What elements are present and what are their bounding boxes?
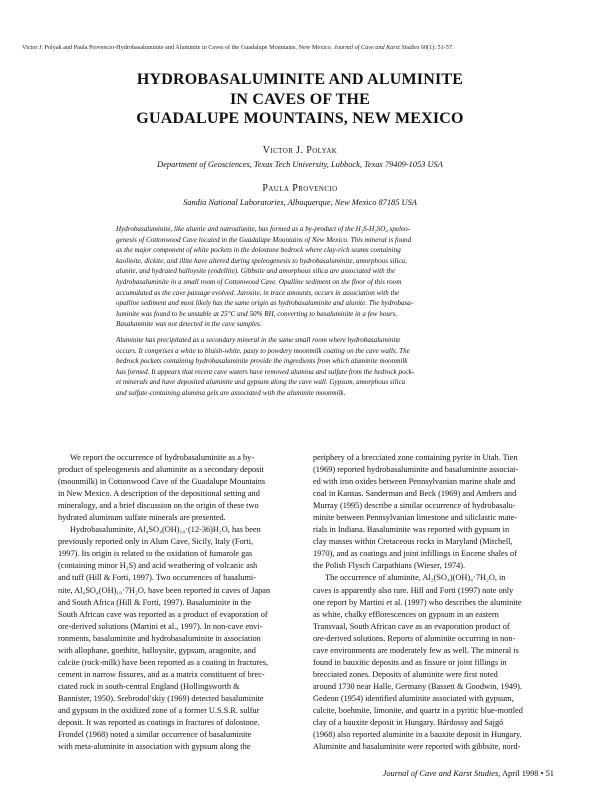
body-line: (moonmilk) in Cottonwood Cave of the Guadalupe Mountains	[58, 477, 266, 487]
abstract-line: alunite, and hydrated halloysite (endellite). Gibbsite and amorphous silica are associated with the	[116, 267, 396, 276]
body-line: (1968) also reported aluminite in a bauxite deposit in Hungary.	[313, 730, 522, 740]
body-line: caves is apparently also rare. Hill and Forti (1997) note only	[313, 585, 514, 595]
paper-title	[40, 70, 560, 129]
body-column-right	[313, 452, 559, 753]
body-line: product of speleogenesis and aluminite as a secondary deposit	[58, 465, 264, 475]
author-affiliation: Department of Geosciences, Texas Tech University, Lubbock, Texas 79409-1053 USA	[157, 160, 443, 169]
abstract-line: accumulated as the cave passage evolved. Jarosite, in trace amounts, occurs in association with the	[116, 288, 400, 297]
body-line: as white, chalky efflorescences on gypsum in an eastern	[313, 609, 499, 619]
author-name: Victor J. Polyak	[262, 145, 338, 156]
body-line: the Polish Flysch Carpathians (Wieser, 1974).	[313, 561, 466, 571]
body-line: (containing minor H₂S) and acid weathering of volcanic ash	[58, 561, 258, 571]
body-line: calcite (rock-milk) have been reported as a coating in fractures,	[58, 657, 269, 667]
abstract-line: et minerals and have deposited aluminite and gypsum along the cave wall. Gypsum, amorphous silica	[116, 378, 406, 387]
body-line: Frondel (1968) noted a similar occurrence of basaluminite	[58, 730, 252, 740]
body-line: deposit. It was reported as coatings in fractures of dolostone.	[58, 718, 260, 728]
body-line: ronments, basaluminite and hydrobasaluminite in association	[58, 633, 261, 643]
body-line: cave environments are moderately few as well. The mineral is	[313, 645, 519, 655]
abstract-line: and sulfate-containing alumina gels are associated with the aluminite moonmilk.	[116, 388, 346, 397]
body-line: around 1730 near Halle, Germany (Bassett & Goodwin, 1949).	[313, 681, 522, 691]
body-line: nite, Al₄SO₄(OH)₁₀·7H₂O, have been reported in caves of Japan	[58, 585, 271, 595]
body-line: periphery of a brecciated zone containing pyrite in Utah. Tien	[313, 453, 518, 462]
body-line: hydrated aluminum sulfate minerals are presented.	[58, 513, 226, 523]
body-line: and tuff (Hill & Forti, 1997). Two occurrences of basalumi-	[58, 573, 256, 583]
header-journal: Journal of Cave and Karst Studies	[333, 44, 420, 51]
body-line: We report the occurrence of hydrobasaluminite as a by-	[70, 453, 255, 462]
abstract-line: opalline sediment and most likely has the same origin as hydrobasaluminite and alunite. The hydrobasa-	[116, 299, 414, 308]
title-line: GUADALUPE MOUNTAINS, NEW MEXICO	[136, 110, 464, 127]
abstract-line: as the major component of white pockets in the dolostone bedrock where clay-rich seams containing	[116, 246, 401, 255]
abstract-line: genesis of Cottonwood Cave located in the Guadalupe Mountains of New Mexico. This mineral is found	[116, 235, 412, 244]
running-header	[22, 44, 582, 51]
body-line: Aluminite and basaluminite were reported with gibbsite, nord-	[313, 742, 521, 752]
body-line: previously reported only in Alum Cave, Sicily, Italy (Forti,	[58, 537, 254, 547]
body-line: ore-derived solutions (Martini et al., 1997). In non-cave envi-	[58, 621, 263, 631]
body-line: (1969) reported hydrobasaluminite and basaluminite associat-	[313, 465, 519, 475]
abstract-line: Basaluminite was not detected in the cave samples.	[116, 320, 262, 329]
body-line: calcite, boehmite, limonite, and quartz in a pyritic blue-mottled	[313, 705, 523, 715]
abstract-line: occurs. It comprises a white to bluish-white, pasty to powdery moonmilk coating on the cave walls. The	[116, 346, 410, 355]
body-line: rials in Indiana. Basaluminite was reported with gypsum in	[313, 525, 510, 535]
abstract-line: hydrobasaluminite in a small room of Cottonwood Cave. Opalline sediment on the floor of this room	[116, 277, 402, 286]
body-line: clay masses within Cretaceous rocks in Maryland (Mitchell,	[313, 537, 513, 547]
page-footer	[383, 769, 554, 778]
body-line: South African cave was reported as a product of evaporation of	[58, 609, 268, 619]
body-line: Gedeon (1954) identified aluminite associated with gypsum,	[313, 693, 514, 703]
abstract-line: bedrock pockets containing hydrobasaluminite provide the ingredients from which aluminite moonmilk	[116, 357, 408, 366]
body-line: clay of a bauxite deposit in Hungary. Bárdossy and Sajgó	[313, 718, 504, 728]
body-line: and South Africa (Hill & Forti, 1997). Basaluminite in the	[58, 597, 251, 607]
body-line: coal in Kansas. Sanderman and Beck (1969) and Ambers and	[313, 489, 517, 499]
body-line: mineralogy, and a brief discussion on the origin of these two	[58, 501, 259, 511]
footer-date-page: April 1998 • 51	[501, 769, 554, 778]
body-line: one report by Martini et al. (1997) who describes the aluminite	[313, 597, 522, 607]
body-line: minite between Pennsylvanian limestone and siliclastic mate-	[313, 513, 518, 523]
abstract-paragraph	[116, 224, 500, 330]
body-line: brecciated zones. Deposits of aluminite were first noted	[313, 669, 498, 679]
body-line: cement in narrow fissures, and as a matrix constituent of brec-	[58, 669, 265, 679]
body-line: Hydrobasaluminite, Al₄SO₄(OH)₁₀·(12-36)H₂O, has been	[70, 525, 261, 535]
body-line: ciated rock in south-central England (Hollingsworth &	[58, 681, 240, 691]
body-line: found in bauxitic deposits and as fissure or joint fillings in	[313, 657, 507, 667]
title-line: HYDROBASALUMINITE AND ALUMINITE	[136, 71, 464, 88]
body-column-left	[58, 452, 302, 753]
author-affiliation: Sandia National Laboratories, Albuquerque, New Mexico 87185 USA	[183, 198, 417, 207]
body-line: Transvaal, South African cave as an evaporation product of	[313, 621, 510, 631]
abstract-line: Hydrobasaluminite, like alunite and natroalunite, has formed as a by-product of the H₂S-H₂SO₄ speleo-	[116, 225, 411, 233]
body-line: ore-derived solutions. Reports of aluminite occurring in non-	[313, 633, 516, 643]
author-name: Paula Provencio	[262, 183, 338, 194]
body-line: Murray (1995) describe a similar occurrence of hydrobasalu-	[313, 501, 516, 511]
abstract-line: Aluminite has precipitated as a secondary mineral in the same small room where hydrobasaluminite	[116, 336, 401, 344]
abstract-paragraph	[116, 335, 500, 399]
body-line: 1997). Its origin is related to the oxidation of fumarole gas	[58, 549, 253, 559]
body-line: ed with iron oxides between Pennsylvanian marine shale and	[313, 477, 516, 487]
body-line: with meta-aluminite in association with gypsum along the	[58, 742, 251, 752]
abstract-line: luminite was found to be unstable at 25°C and 50% RH, converting to basaluminite in a few hours.	[116, 309, 398, 318]
abstract-line: has formed. It appears that recent cave waters have removed alumina and sulfate from the bedrock pock-	[116, 367, 415, 376]
body-line: and gypsum in the oxidized zone of a former U.S.S.R. sulfur	[58, 705, 260, 715]
body-line: in New Mexico. A description of the depositional setting and	[58, 489, 260, 499]
footer-journal: Journal of Cave and Karst Studies,	[382, 769, 501, 778]
body-line: The occurrence of aluminite, Al₂(SO₄)(OH)₄·7H₂O, in	[325, 573, 506, 583]
abstract-line: kaolinite, dickite, and illite have altered during speleogenesis to hydrobasaluminite, amorphous silica,	[116, 256, 407, 265]
header-volume: 60(1): 51-57.	[420, 44, 454, 51]
title-line: IN CAVES OF THE	[229, 90, 371, 108]
body-line: with allophane, goethite, halloysite, gypsum, aragonite, and	[58, 645, 256, 655]
body-line: Bannister, 1950). Srebrodol'skiy (1969) detected basaluminite	[58, 693, 264, 703]
header-citation: Victor J. Polyak and Paula Provencio-Hydrobasaluminite and Aluminite in Caves of the Guadalupe Mountains, New Mexico.	[22, 44, 333, 51]
body-line: 1970), and as coatings and joint infillings in Eocene shales of	[313, 549, 517, 559]
